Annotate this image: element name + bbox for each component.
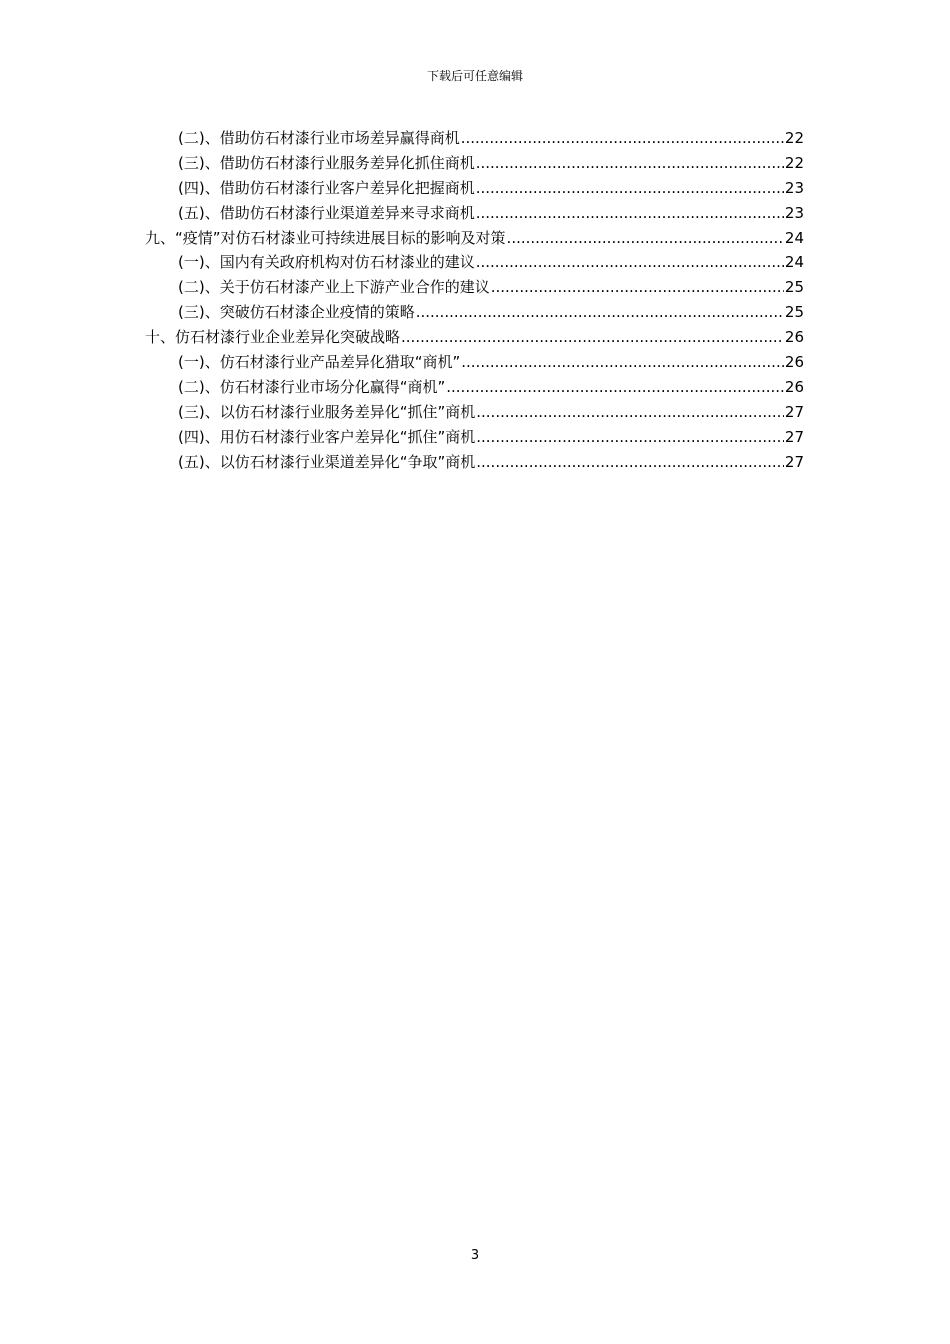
toc-entry[interactable]	[0, 375, 950, 400]
toc-leader-dots	[476, 250, 784, 275]
toc-leader-dots	[507, 226, 784, 251]
toc-entry[interactable]	[0, 425, 950, 450]
toc-leader-dots	[476, 425, 784, 450]
table-of-contents	[0, 126, 950, 474]
toc-leader-dots	[446, 375, 784, 400]
toc-entry-title: (二)、仿石材漆行业市场分化赢得“商机”	[178, 377, 446, 396]
toc-entry-title: (五)、借助仿石材漆行业渠道差异来寻求商机	[178, 203, 475, 222]
toc-entry[interactable]	[0, 126, 950, 151]
toc-entry[interactable]	[0, 400, 950, 425]
toc-entry-title: (四)、用仿石材漆行业客户差异化“抓住”商机	[178, 427, 476, 446]
toc-entry-page: 23	[784, 203, 804, 222]
toc-entry-title: (三)、突破仿石材漆企业疫情的策略	[178, 303, 415, 322]
toc-entry[interactable]	[0, 201, 950, 226]
toc-entry-title: 十、仿石材漆行业企业差异化突破战略	[145, 328, 401, 347]
toc-entry-title: (四)、借助仿石材漆行业客户差异化把握商机	[178, 178, 475, 197]
toc-entry-page: 27	[784, 427, 804, 446]
toc-entry-page: 27	[784, 452, 804, 471]
toc-entry-title: (二)、借助仿石材漆行业市场差异赢得商机	[178, 129, 460, 147]
toc-entry[interactable]	[0, 275, 950, 300]
toc-leader-dots	[476, 201, 784, 226]
toc-entry-title: (三)、以仿石材漆行业服务差异化“抓住”商机	[178, 402, 476, 421]
toc-entry-page: 25	[784, 303, 804, 322]
toc-entry-page: 24	[784, 228, 804, 247]
toc-leader-dots	[401, 325, 784, 350]
toc-entry[interactable]	[0, 151, 950, 176]
toc-entry-title: (一)、国内有关政府机构对仿石材漆业的建议	[178, 253, 475, 272]
toc-entry-title: (三)、借助仿石材漆行业服务差异化抓住商机	[178, 153, 475, 172]
toc-entry-page: 25	[784, 278, 804, 297]
toc-entry-page: 26	[784, 353, 804, 372]
toc-leader-dots	[491, 275, 784, 300]
toc-entry-title: (五)、以仿石材漆行业渠道差异化“争取”商机	[178, 452, 476, 471]
toc-leader-dots	[476, 450, 784, 475]
toc-leader-dots	[416, 300, 784, 325]
toc-entry-page: 27	[784, 402, 804, 421]
toc-entry-title: 九、“疫情”对仿石材漆业可持续进展目标的影响及对策	[145, 228, 506, 247]
toc-leader-dots	[461, 350, 784, 375]
toc-entry-page: 24	[784, 253, 804, 272]
toc-entry[interactable]	[0, 300, 950, 325]
toc-leader-dots	[476, 176, 784, 201]
toc-entry-page: 23	[784, 178, 804, 197]
toc-entry[interactable]	[0, 176, 950, 201]
toc-chapter-entry[interactable]	[0, 226, 950, 251]
toc-leader-dots	[476, 400, 784, 425]
toc-chapter-entry[interactable]	[0, 325, 950, 350]
page-number: 3	[470, 1248, 480, 1263]
toc-entry[interactable]	[0, 250, 950, 275]
toc-entry-title: (一)、仿石材漆行业产品差异化猎取“商机”	[178, 353, 461, 372]
toc-entry-page: 22	[784, 153, 804, 172]
page-header: 下载后可任意编辑	[426, 69, 523, 83]
toc-leader-dots	[476, 151, 784, 176]
toc-leader-dots	[461, 126, 784, 151]
toc-entry-title: (二)、关于仿石材漆产业上下游产业合作的建议	[178, 278, 490, 297]
toc-entry-page: 22	[784, 129, 804, 147]
toc-entry-page: 26	[784, 328, 804, 347]
toc-entry[interactable]	[0, 350, 950, 375]
toc-entry[interactable]	[0, 450, 950, 475]
toc-entry-page: 26	[784, 377, 804, 396]
